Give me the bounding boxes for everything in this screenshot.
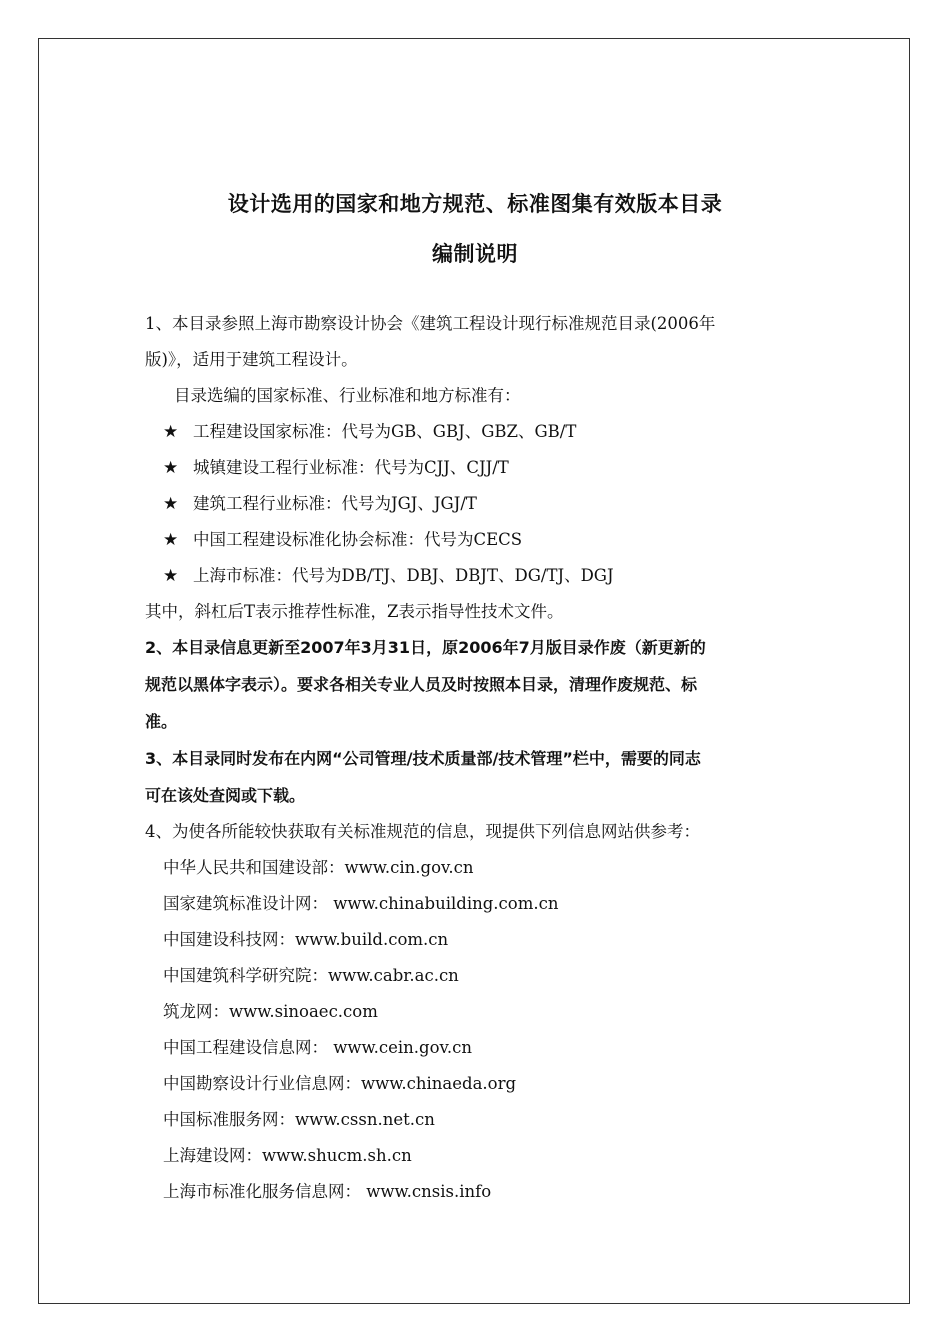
section1-intro: 目录选编的国家标准、行业标准和地方标准有：: [174, 386, 521, 405]
website-item: 上海建设网：www.shucm.sh.cn: [163, 1146, 412, 1165]
section3-line1: 3、本目录同时发布在内网“公司管理/技术质量部/技术管理”栏中，需要的同志: [145, 749, 701, 768]
website-item: 中国建筑科学研究院：www.cabr.ac.cn: [163, 966, 459, 985]
bullet-item: 建筑工程行业标准：代号为JGJ、JGJ/T: [193, 494, 477, 513]
website-item: 中国标准服务网：www.cssn.net.cn: [163, 1110, 435, 1129]
section3-line2: 可在该处查阅或下载。: [145, 786, 306, 805]
section1-line1: 1、本目录参照上海市勘察设计协会《建筑工程设计现行标准规范目录(2006年: [145, 314, 716, 333]
document-title: 设计选用的国家和地方规范、标准图集有效版本目录: [227, 192, 723, 216]
bullet-item: 中国工程建设标准化协会标准：代号为CECS: [193, 530, 523, 549]
website-item: 国家建筑标准设计网： www.chinabuilding.com.cn: [163, 894, 559, 913]
website-item: 中华人民共和国建设部：www.cin.gov.cn: [163, 858, 474, 877]
website-item: 中国工程建设信息网： www.cein.gov.cn: [163, 1038, 473, 1057]
star-bullet-icon: ★: [163, 422, 179, 442]
website-item: 中国建设科技网：www.build.com.cn: [163, 930, 449, 949]
website-item: 筑龙网：www.sinoaec.com: [163, 1002, 378, 1021]
section2-line1: 2、本目录信息更新至2007年3月31日，原2006年7月版目录作废（新更新的: [145, 638, 706, 657]
website-item: 中国勘察设计行业信息网：www.chinaeda.org: [163, 1074, 517, 1093]
star-bullet-icon: ★: [163, 566, 179, 586]
star-bullet-icon: ★: [163, 530, 179, 550]
website-item: 上海市标准化服务信息网： www.cnsis.info: [163, 1182, 492, 1201]
section1-note: 其中，斜杠后T表示推荐性标准，Z表示指导性技术文件。: [145, 602, 564, 621]
bullet-item: 城镇建设工程行业标准：代号为CJJ、CJJ/T: [193, 458, 509, 477]
bullet-item: 工程建设国家标准：代号为GB、GBJ、GBZ、GB/T: [193, 422, 577, 441]
section2-line2: 规范以黑体字表示）。要求各相关专业人员及时按照本目录，清理作废规范、标: [145, 675, 698, 694]
star-bullet-icon: ★: [163, 494, 179, 514]
section2-line3: 准。: [145, 712, 178, 731]
section4-line1: 4、为使各所能较快获取有关标准规范的信息，现提供下列信息网站供参考：: [145, 822, 700, 841]
star-bullet-icon: ★: [163, 458, 179, 478]
section1-line2: 版)》，适用于建筑工程设计。: [145, 350, 358, 369]
bullet-item: 上海市标准：代号为DB/TJ、DBJ、DBJT、DG/TJ、DGJ: [193, 566, 614, 585]
document-subtitle: 编制说明: [432, 242, 518, 266]
